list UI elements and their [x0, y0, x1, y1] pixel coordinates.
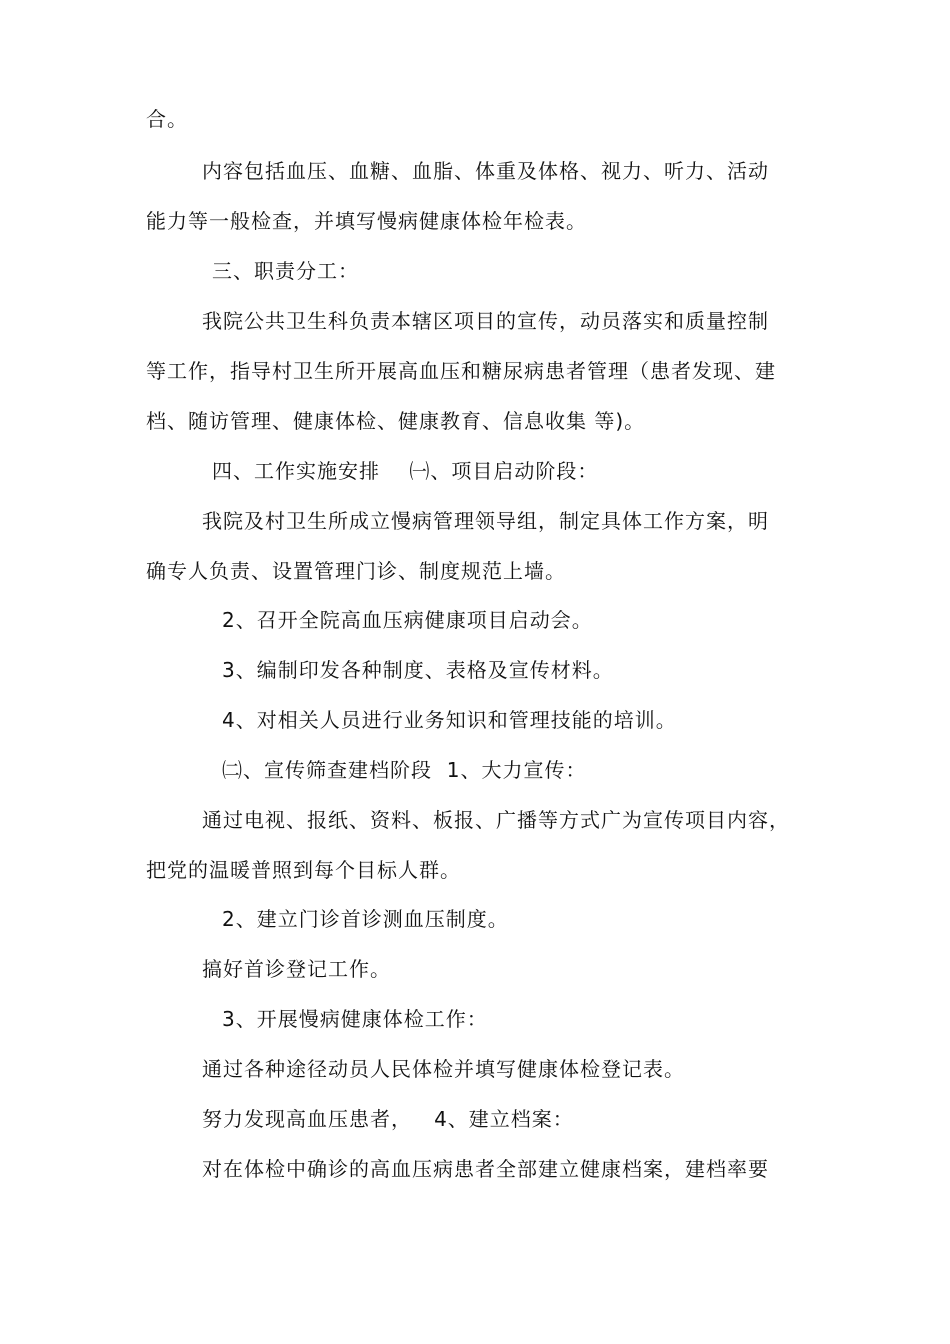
paragraph-line: 对在体检中确诊的高血压病患者全部建立健康档案，建档率要	[202, 1157, 769, 1181]
paragraph-line: 把党的温暖普照到每个目标人群。	[146, 858, 461, 882]
paragraph-line: 合。	[146, 107, 188, 131]
list-item: 3、编制印发各种制度、表格及宣传材料。	[222, 658, 614, 682]
paragraph-line: 努力发现高血压患者， 4、建立档案：	[202, 1107, 574, 1131]
paragraph-line: 内容包括血压、血糖、血脂、体重及体格、视力、听力、活动	[202, 159, 769, 183]
paragraph-line: 我院公共卫生科负责本辖区项目的宣传，动员落实和质量控制	[202, 309, 769, 333]
section-heading: ㈡、宣传筛查建档阶段 1、大力宣传：	[222, 758, 587, 782]
paragraph-line: 搞好首诊登记工作。	[202, 957, 391, 981]
paragraph-line: 我院及村卫生所成立慢病管理领导组，制定具体工作方案，明	[202, 509, 769, 533]
section-heading: 三、职责分工：	[212, 259, 359, 283]
paragraph-line: 通过各种途径动员人民体检并填写健康体检登记表。	[202, 1057, 685, 1081]
paragraph-line: 等工作，指导村卫生所开展高血压和糖尿病患者管理（患者发现、建	[146, 359, 776, 383]
section-heading: 四、工作实施安排 ㈠、项目启动阶段：	[212, 459, 599, 483]
list-item: 3、开展慢病健康体检工作：	[222, 1007, 488, 1031]
list-item: 2、建立门诊首诊测血压制度。	[222, 907, 509, 931]
paragraph-line: 确专人负责、设置管理门诊、制度规范上墙。	[146, 559, 566, 583]
list-item: 4、对相关人员进行业务知识和管理技能的培训。	[222, 708, 677, 732]
list-item: 2、召开全院高血压病健康项目启动会。	[222, 608, 593, 632]
paragraph-line: 能力等一般检查，并填写慢病健康体检年检表。	[146, 209, 587, 233]
paragraph-line: 通过电视、报纸、资料、板报、广播等方式广为宣传项目内容，	[202, 808, 790, 832]
paragraph-line: 档、随访管理、健康体检、健康教育、信息收集 等)。	[146, 409, 646, 433]
